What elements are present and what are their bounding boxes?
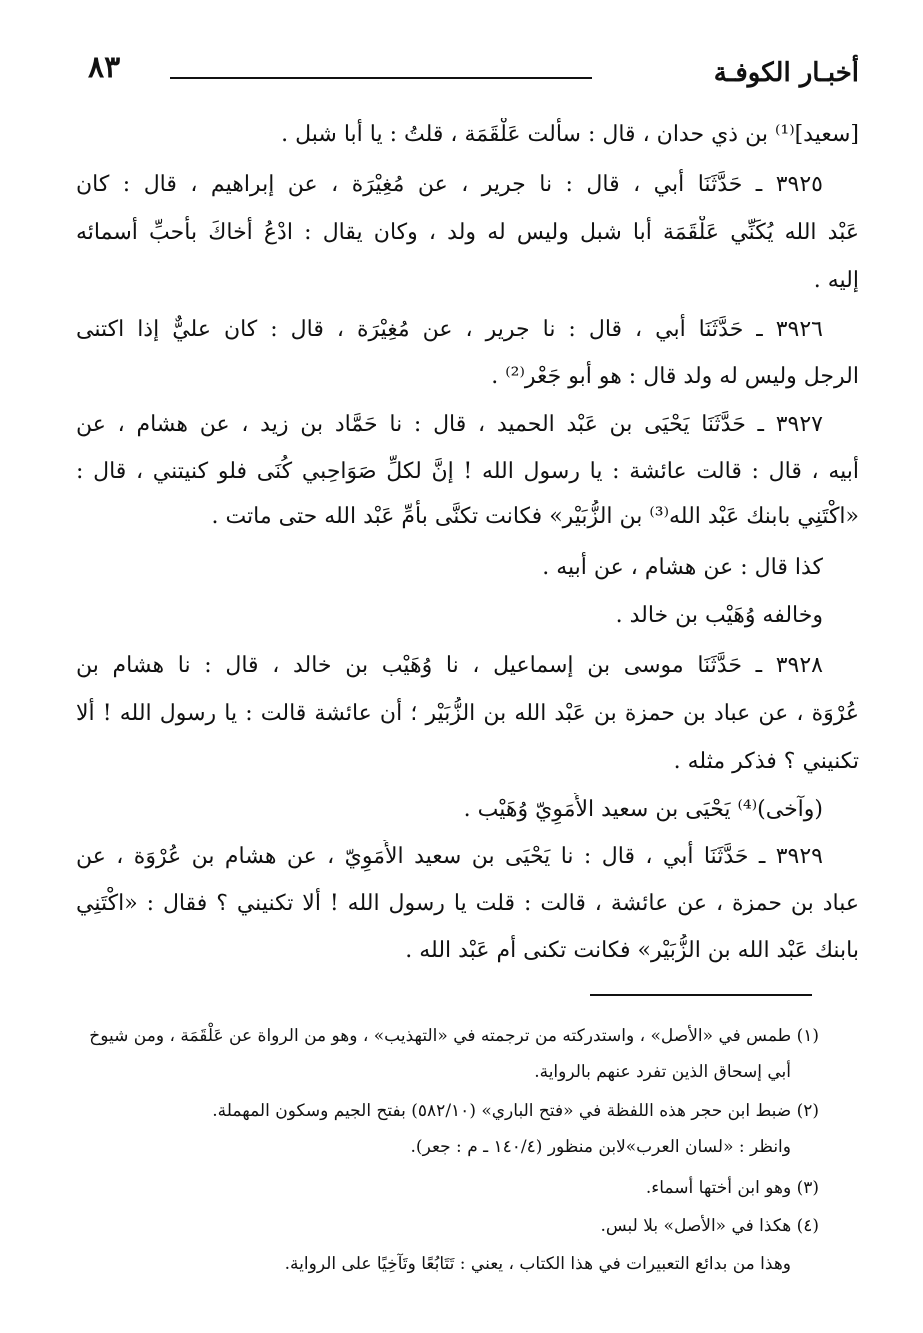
hadith-3925-line: ٣٩٢٥ ـ حَدَّثَنَا أبي ، قال : نا جرير ، عن مُغِيْرَة ، عن إبراهيم ، قال : كان bbox=[76, 172, 823, 197]
text-line: بابنك عَبْد الله بن الزُّبَيْر» فكانت تكنى أم عَبْد الله . bbox=[405, 938, 859, 963]
running-title: أخبـار الكوفـة bbox=[713, 58, 859, 88]
text-line: وخالفه وُهَيْب بن خالد . bbox=[615, 603, 823, 628]
text-line: «اكْتَنِي بابنك عَبْد الله⁽³⁾ بن الزُّبَيْر» فكانت تكنَّى بأمِّ عَبْد الله حتى ماتت . bbox=[211, 504, 859, 529]
footnote-line: (٣) وهو ابن أختها أسماء. bbox=[645, 1178, 819, 1198]
footnote-line: (٢) ضبط ابن حجر هذه اللفظة في «فتح الباري» (٥٨٢/١٠) بفتح الجيم وسكون المهملة. bbox=[212, 1101, 819, 1121]
footnote-line: وانظر : «لسان العرب»لابن منظور (١٤٠/٤ ـ م : جعر). bbox=[410, 1137, 791, 1157]
footnote-line: (١) طمس في «الأصل» ، واستدركته من ترجمته في «التهذيب» ، وهو من الرواة عن عَلْقَمَة ، ومن شيوخ bbox=[89, 1026, 819, 1046]
hadith-3928-line: ٣٩٢٨ ـ حَدَّثَنَا موسى بن إسماعيل ، نا وُهَيْب بن خالد ، قال : نا هشام بن bbox=[76, 653, 823, 678]
text-line: عَبْد الله يُكَنِّي عَلْقَمَة أبا شبل وليس له ولد ، وكان يقال : ادْعُ أخاكَ بأحبِّ أسمائه bbox=[76, 220, 859, 245]
text-line: تكنيني ؟ فذكر مثله . bbox=[673, 749, 859, 774]
footnote-separator bbox=[590, 994, 812, 996]
hadith-3927-line: ٣٩٢٧ ـ حَدَّثَنَا يَحْيَى بن عَبْد الحميد ، قال : نا حَمَّاد بن زيد ، عن هشام ، عن bbox=[76, 412, 823, 437]
text-line: عُرْوَة ، عن عباد بن حمزة بن عَبْد الله بن الزُّبَيْر ؛ أن عائشة قالت : يا رسول الله ! ألا bbox=[76, 701, 859, 726]
footnote-line: وهذا من بدائع التعبيرات في هذا الكتاب ، يعني : تَتَابُعًا وتَآخِيًا على الرواية. bbox=[284, 1254, 791, 1274]
text-line: [سعيد]⁽¹⁾ بن ذي حدان ، قال : سألت عَلْقَمَة ، قلتُ : يا أبا شبل . bbox=[281, 122, 859, 147]
text-line: عباد بن حمزة ، عن عائشة ، قالت : قلت يا رسول الله ! ألا تكنيني ؟ فقال : «اكْتَنِي bbox=[76, 891, 859, 916]
footnote-line: (٤) هكذا في «الأصل» بلا لبس. bbox=[600, 1216, 819, 1236]
hadith-3929-line: ٣٩٢٩ ـ حَدَّثَنَا أبي ، قال : نا يَحْيَى بن سعيد الأُمَوِيّ ، عن هشام بن عُرْوَة ، عن bbox=[76, 844, 823, 869]
hadith-3926-line: ٣٩٢٦ ـ حَدَّثَنَا أبي ، قال : نا جرير ، عن مُغِيْرَة ، قال : كان عليٌّ إذا اكتنى bbox=[76, 317, 823, 342]
text-line: كذا قال : عن هشام ، عن أبيه . bbox=[542, 555, 823, 580]
header-rule bbox=[170, 77, 592, 79]
text-line: أبيه ، قال : قالت عائشة : يا رسول الله ! إنَّ لكلِّ صَوَاحِبي كُنَى فلو كنيتني ، قال : bbox=[76, 459, 859, 484]
text-line: الرجل وليس له ولد قال : هو أبو جَعْر⁽²⁾ . bbox=[491, 364, 859, 389]
footnote-line: أبي إسحاق الذين تفرد عنهم بالرواية. bbox=[534, 1062, 791, 1082]
text-line: (وآخى)⁽⁴⁾ يَحْيَى بن سعيد الأُمَوِيّ وُهَيْب . bbox=[463, 797, 823, 822]
text-line: إليه . bbox=[813, 268, 859, 293]
page-number: ٨٣ bbox=[88, 50, 121, 85]
